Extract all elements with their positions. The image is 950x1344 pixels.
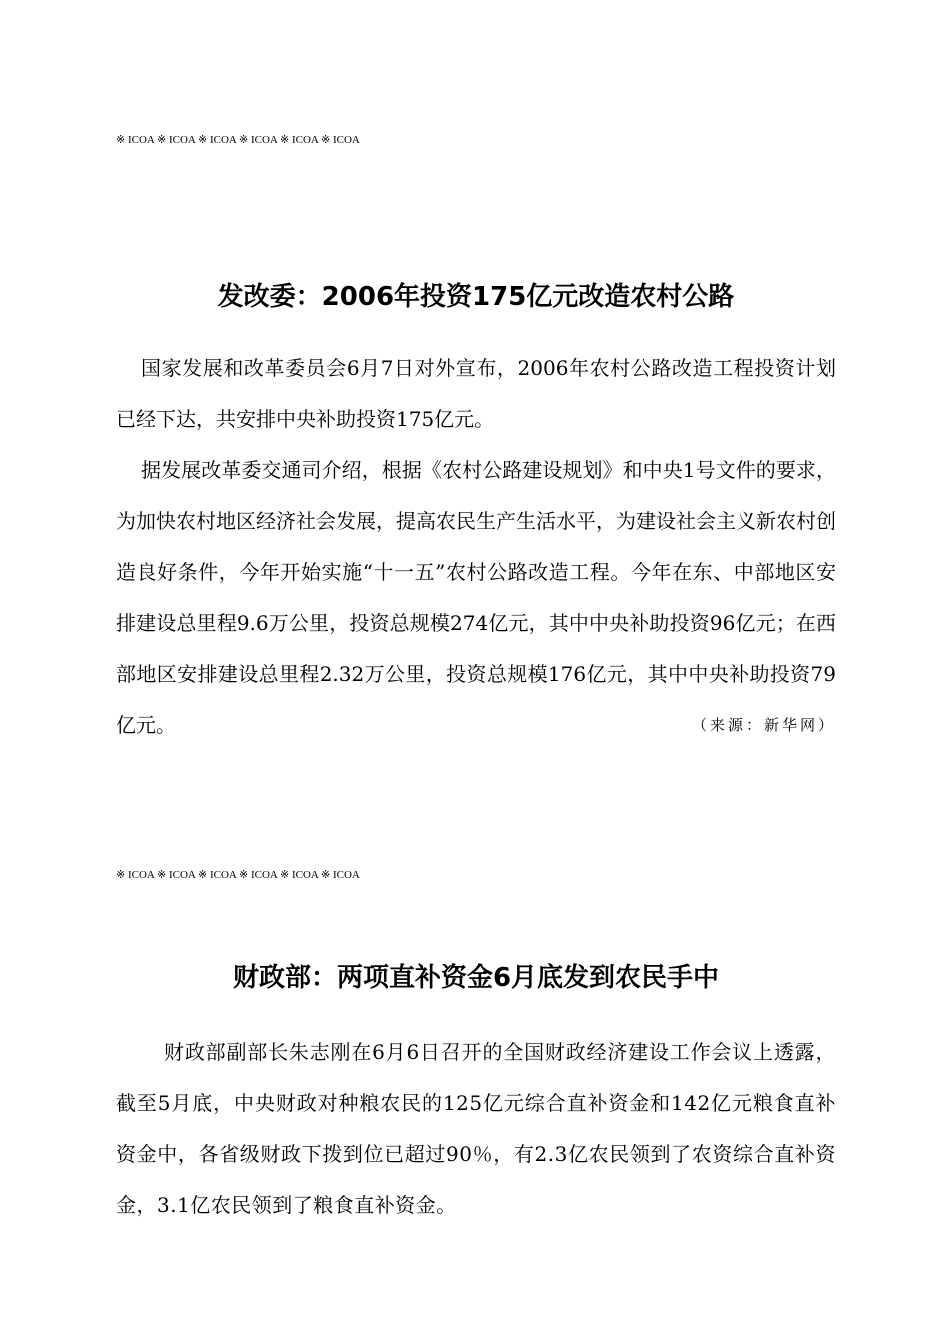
article1-title: 发改委：2006年投资175亿元改造农村公路: [217, 282, 735, 312]
article2-paragraph-1: 财政部副部长朱志刚在6月6日召开的全国财政经济建设工作会议上透露，截至5月底，中央财政对种粮农民的125亿元综合直补资金和142亿元粮食直补资金中，各省级财政下拨到位已超过90％，有2.3亿农民领到了农资综合直补资金，3.1亿农民领到了粮食直补资金。: [116, 1040, 836, 1217]
article2-body: [116, 1027, 836, 1231]
article1-source: （来源：新华网）: [691, 716, 836, 734]
divider-middle: ※ ICOA ※ ICOA ※ ICOA ※ ICOA ※ ICOA ※ ICOA: [116, 869, 360, 881]
article2-title: 财政部：两项直补资金6月底发到农民手中: [232, 963, 720, 993]
article1-paragraph-2-text: 据发展改革委交通司介绍，根据《农村公路建设规划》和中央1号文件的要求，为加快农村地区经济社会发展，提高农民生产生活水平，为建设社会主义新农村创造良好条件，今年开始实施“十一五”农村公路改造工程。今年在东、中部地区安排建设总里程9.6万公里，投资总规模274亿元，其中中央补助投资96亿元；在西部地区安排建设总里程2.32万公里，投资总规模176亿元，其中中央补助投资79亿元。: [116, 458, 836, 737]
article1-paragraph-1: 国家发展和改革委员会6月7日对外宣布，2006年农村公路改造工程投资计划已经下达，共安排中央补助投资175亿元。: [116, 356, 836, 431]
article1-body: [116, 343, 836, 751]
article1-paragraph-2: [116, 445, 836, 751]
divider-top: ※ ICOA ※ ICOA ※ ICOA ※ ICOA ※ ICOA ※ ICOA: [116, 134, 360, 146]
